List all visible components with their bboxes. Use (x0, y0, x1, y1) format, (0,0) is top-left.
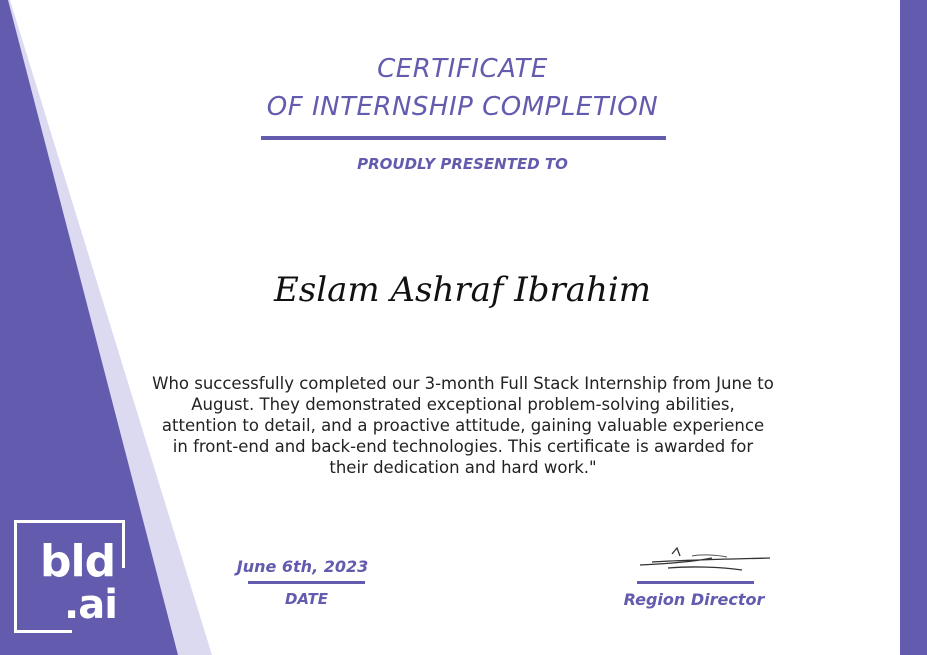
right-border-bar (900, 0, 927, 655)
date-value: June 6th, 2023 (236, 557, 369, 576)
signature-underline (637, 581, 754, 584)
logo-frame-right (122, 520, 125, 568)
presented-to-label: PROUDLY PRESENTED TO (357, 155, 568, 173)
certificate-title-line2: OF INTERNSHIP COMPLETION (266, 92, 659, 122)
bld-ai-logo (14, 520, 128, 636)
certificate-title-line1: CERTIFICATE (377, 54, 548, 84)
certificate-body-text: Who successfully completed our 3-month Full Stack Internship from June to August. They demonstrated exceptional problem-solving abilities, attention to detail, and a proactive attitude, gaining valuable experience in front-end and back-end technologies. This certificate is awarded for their dedication and hard work." (152, 374, 774, 477)
recipient-name: Eslam Ashraf Ibrahim (273, 270, 651, 310)
logo-frame-bottom (14, 630, 72, 633)
date-underline (248, 581, 365, 584)
logo-text-line2: .ai (64, 582, 117, 628)
date-label: DATE (284, 590, 329, 608)
signature-image (632, 544, 777, 576)
title-underline (261, 136, 666, 140)
logo-text-line1: bld (40, 536, 116, 587)
signatory-title: Region Director (623, 590, 765, 609)
